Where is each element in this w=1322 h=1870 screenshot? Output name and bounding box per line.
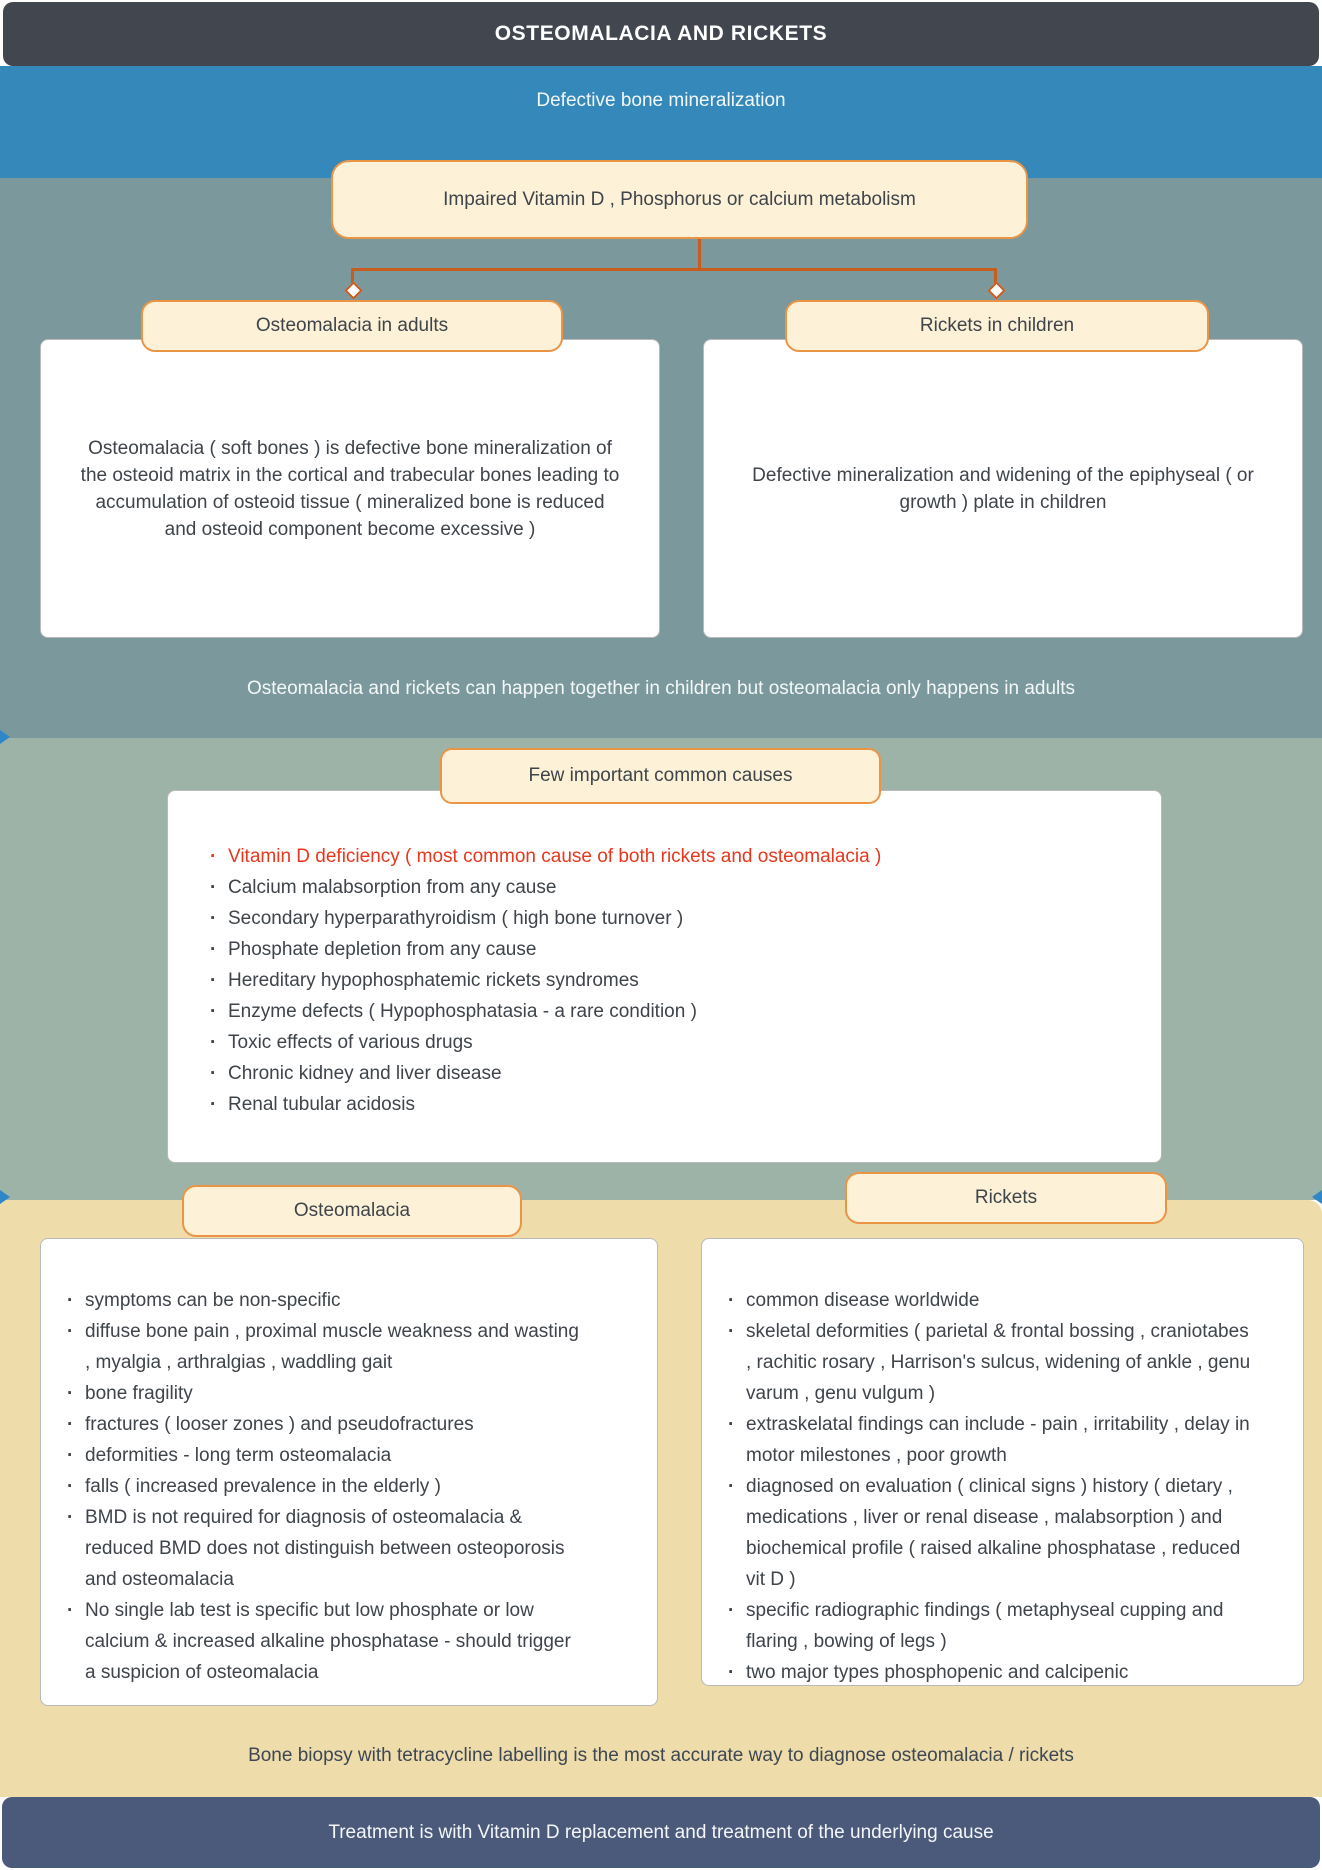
rickets-features-list — [702, 1239, 1256, 1688]
node-osteomalacia-adults-label: Osteomalacia in adults — [255, 315, 449, 336]
connector-stem — [698, 237, 701, 270]
causes-list — [168, 791, 1161, 1120]
rickets-definition-box — [703, 339, 1303, 638]
list-item: · Chronic kidney and liver disease — [208, 1058, 1131, 1089]
node-osteomalacia-adults — [141, 300, 563, 352]
node-rickets-children — [785, 300, 1209, 352]
osteomalacia-column-label: Osteomalacia — [293, 1200, 411, 1221]
list-item: · deformities - long term osteomalacia — [65, 1440, 580, 1471]
section-link-arrow-icon — [0, 730, 10, 744]
section-link-arrow-icon — [1312, 1190, 1322, 1204]
section-link-arrow-icon — [0, 1190, 10, 1204]
rickets-column-label: Rickets — [974, 1187, 1038, 1208]
list-item: · Secondary hyperparathyroidism ( high bone turnover ) — [208, 903, 1131, 934]
rickets-column-header — [845, 1172, 1167, 1224]
osteomalacia-definition-box — [40, 339, 660, 638]
list-item: · Renal tubular acidosis — [208, 1089, 1131, 1120]
osteomalacia-features-box — [40, 1238, 658, 1706]
list-item: · Vitamin D deficiency ( most common cause of both rickets and osteomalacia ) — [208, 841, 1131, 872]
list-item: · BMD is not required for diagnosis of osteomalacia & reduced BMD does not distinguish between osteoporosis and osteomalacia — [65, 1502, 580, 1595]
list-item: · fractures ( looser zones ) and pseudofractures — [65, 1409, 580, 1440]
list-item: · diagnosed on evaluation ( clinical signs ) history ( dietary , medications , liver or renal disease , malabsorption ) and biochemical profile ( raised alkaline phosphatase , reduced vit D ) — [726, 1471, 1256, 1595]
list-item: · Enzyme defects ( Hypophosphatasia - a rare condition ) — [208, 996, 1131, 1027]
list-item: · specific radiographic findings ( metaphyseal cupping and flaring , bowing of legs ) — [726, 1595, 1256, 1657]
list-item: · No single lab test is specific but low phosphate or low calcium & increased alkaline phosphatase - should trigger a suspicion of osteomalacia — [65, 1595, 580, 1688]
note-biopsy: Bone biopsy with tetracycline labelling is the most accurate way to diagnose osteomalacia / rickets — [248, 1745, 1074, 1766]
causes-header-label: Few important common causes — [528, 765, 793, 786]
list-item: · falls ( increased prevalence in the elderly ) — [65, 1471, 580, 1502]
rickets-features-box — [701, 1238, 1304, 1686]
flow-root-label: Impaired Vitamin D , Phosphorus or calcium metabolism — [443, 188, 916, 210]
causes-header — [440, 748, 881, 804]
rickets-definition-text: Defective mineralization and widening of the epiphyseal ( or growth ) plate in children — [752, 464, 1254, 513]
osteomalacia-column-header — [182, 1185, 522, 1237]
list-item: · common disease worldwide — [726, 1285, 1256, 1316]
list-item: · Phosphate depletion from any cause — [208, 934, 1131, 965]
list-item: · bone fragility — [65, 1378, 580, 1409]
list-item: · diffuse bone pain , proximal muscle weakness and wasting , myalgia , arthralgias , waddling gait — [65, 1316, 580, 1378]
causes-box — [167, 790, 1162, 1163]
flow-root-node — [331, 160, 1028, 239]
title-bar — [3, 2, 1319, 66]
page-title: OSTEOMALACIA AND RICKETS — [494, 22, 828, 45]
list-item: · two major types phosphopenic and calcipenic — [726, 1657, 1256, 1688]
list-item: · extraskelatal findings can include - pain , irritability , delay in motor milestones , poor growth — [726, 1409, 1256, 1471]
list-item: · Toxic effects of various drugs — [208, 1027, 1131, 1058]
osteomalacia-definition-text: Osteomalacia ( soft bones ) is defective bone mineralization of the osteoid matrix in the cortical and trabecular bones leading to accumulation of osteoid tissue ( mineralized bone is reduced and osteoid component become excessive ) — [80, 437, 620, 540]
connector-horizontal — [351, 268, 997, 271]
treatment-text: Treatment is with Vitamin D replacement and treatment of the underlying cause — [328, 1821, 994, 1843]
definition-caption: Defective bone mineralization — [536, 90, 786, 111]
note-together: Osteomalacia and rickets can happen together in children but osteomalacia only happens in adults — [246, 678, 1076, 699]
list-item: · skeletal deformities ( parietal & frontal bossing , craniotabes , rachitic rosary , Harrison's sulcus, widening of ankle , genu varum , genu vulgum ) — [726, 1316, 1256, 1409]
osteomalacia-features-list — [41, 1239, 580, 1688]
list-item: · Hereditary hypophosphatemic rickets syndromes — [208, 965, 1131, 996]
list-item: · symptoms can be non-specific — [65, 1285, 580, 1316]
node-rickets-children-label: Rickets in children — [919, 315, 1075, 336]
list-item: · Calcium malabsorption from any cause — [208, 872, 1131, 903]
treatment-bar — [2, 1797, 1320, 1868]
